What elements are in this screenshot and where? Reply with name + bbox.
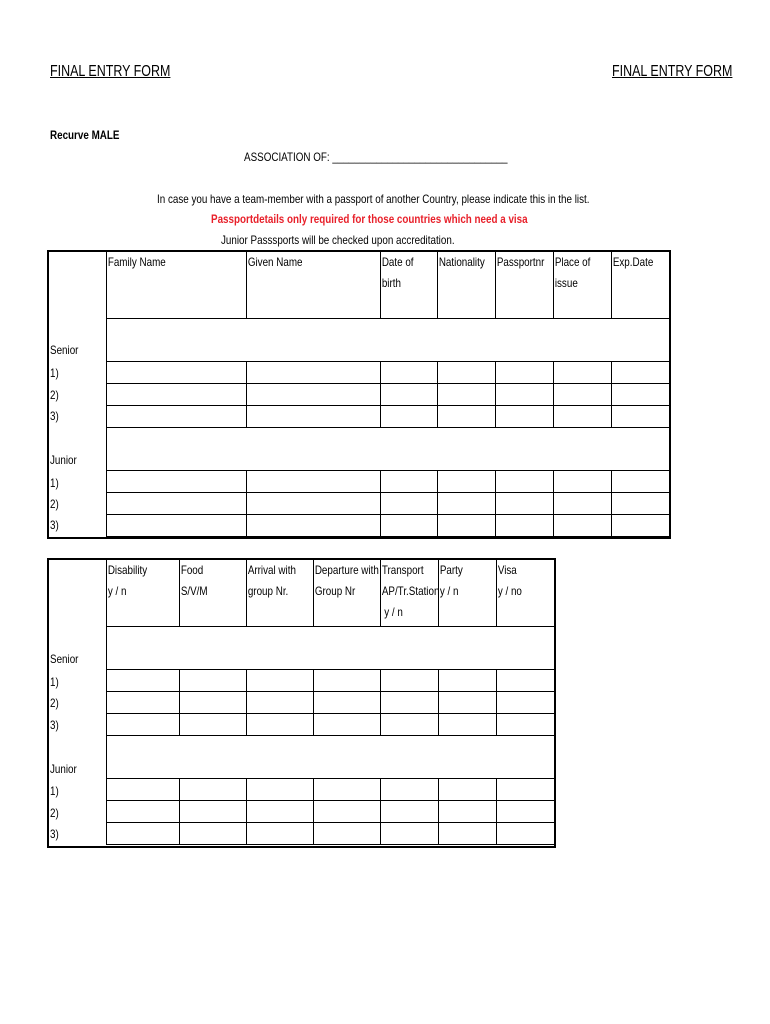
col-party: Party y / n	[439, 560, 497, 627]
header-row	[107, 560, 556, 627]
association-line: ASSOCIATION OF: ________________________________	[244, 150, 508, 164]
table-row[interactable]	[107, 384, 671, 406]
row-label: 3)	[50, 827, 59, 841]
col-exp-date: Exp.Date	[612, 252, 671, 319]
col-family-name: Family Name	[107, 252, 247, 319]
table-1-grid	[106, 251, 671, 537]
row-label: 2)	[50, 696, 59, 710]
table-row[interactable]	[107, 493, 671, 515]
col-visa: Visa y / no	[497, 560, 556, 627]
row-label: 1)	[50, 366, 59, 380]
senior-spacer	[107, 627, 556, 670]
table-row[interactable]	[107, 779, 556, 801]
table-row[interactable]	[107, 670, 556, 692]
col-date-of-birth: Date of birth	[381, 252, 438, 319]
junior-spacer	[107, 428, 671, 471]
junior-label-1: Junior	[50, 453, 77, 467]
row-label: 2)	[50, 388, 59, 402]
table-row[interactable]	[107, 406, 671, 428]
form-title-left: FINAL ENTRY FORM	[50, 63, 171, 80]
table-row[interactable]	[107, 801, 556, 823]
table-row[interactable]	[107, 515, 671, 537]
col-food: Food S/V/M	[180, 560, 247, 627]
table-row[interactable]	[107, 692, 556, 714]
row-label: 3)	[50, 518, 59, 532]
col-nationality: Nationality	[438, 252, 496, 319]
junior-spacer	[107, 736, 556, 779]
senior-label-1: Senior	[50, 343, 79, 357]
table-row[interactable]	[107, 362, 671, 384]
table-2-grid	[106, 559, 556, 845]
col-disability: Disability y / n	[107, 560, 180, 627]
table-row[interactable]	[107, 471, 671, 493]
senior-label-2: Senior	[50, 652, 79, 666]
passport-note: In case you have a team-member with a passport of another Country, please indicate this in the list.	[157, 192, 590, 206]
junior-label-2: Junior	[50, 762, 77, 776]
junior-note: Junior Passsports will be checked upon accreditation.	[221, 233, 455, 247]
col-transport: Transport AP/Tr.Station y / n	[381, 560, 439, 627]
col-arrival: Arrival with group Nr.	[247, 560, 314, 627]
senior-spacer	[107, 319, 671, 362]
col-departure: Departure with Group Nr	[314, 560, 381, 627]
row-label: 2)	[50, 806, 59, 820]
row-label: 3)	[50, 718, 59, 732]
form-title-right: FINAL ENTRY FORM	[612, 63, 733, 80]
col-passportnr: Passportnr	[496, 252, 554, 319]
table-row[interactable]	[107, 823, 556, 845]
col-place-of-issue: Place of issue	[554, 252, 612, 319]
header-row	[107, 252, 671, 319]
row-label: 1)	[50, 784, 59, 798]
table-row[interactable]	[107, 714, 556, 736]
row-label: 1)	[50, 675, 59, 689]
col-given-name: Given Name	[247, 252, 381, 319]
row-label: 3)	[50, 409, 59, 423]
visa-note: Passportdetails only required for those countries which need a visa	[211, 212, 528, 226]
category-label: Recurve MALE	[50, 128, 120, 142]
row-label: 1)	[50, 476, 59, 490]
row-label: 2)	[50, 497, 59, 511]
